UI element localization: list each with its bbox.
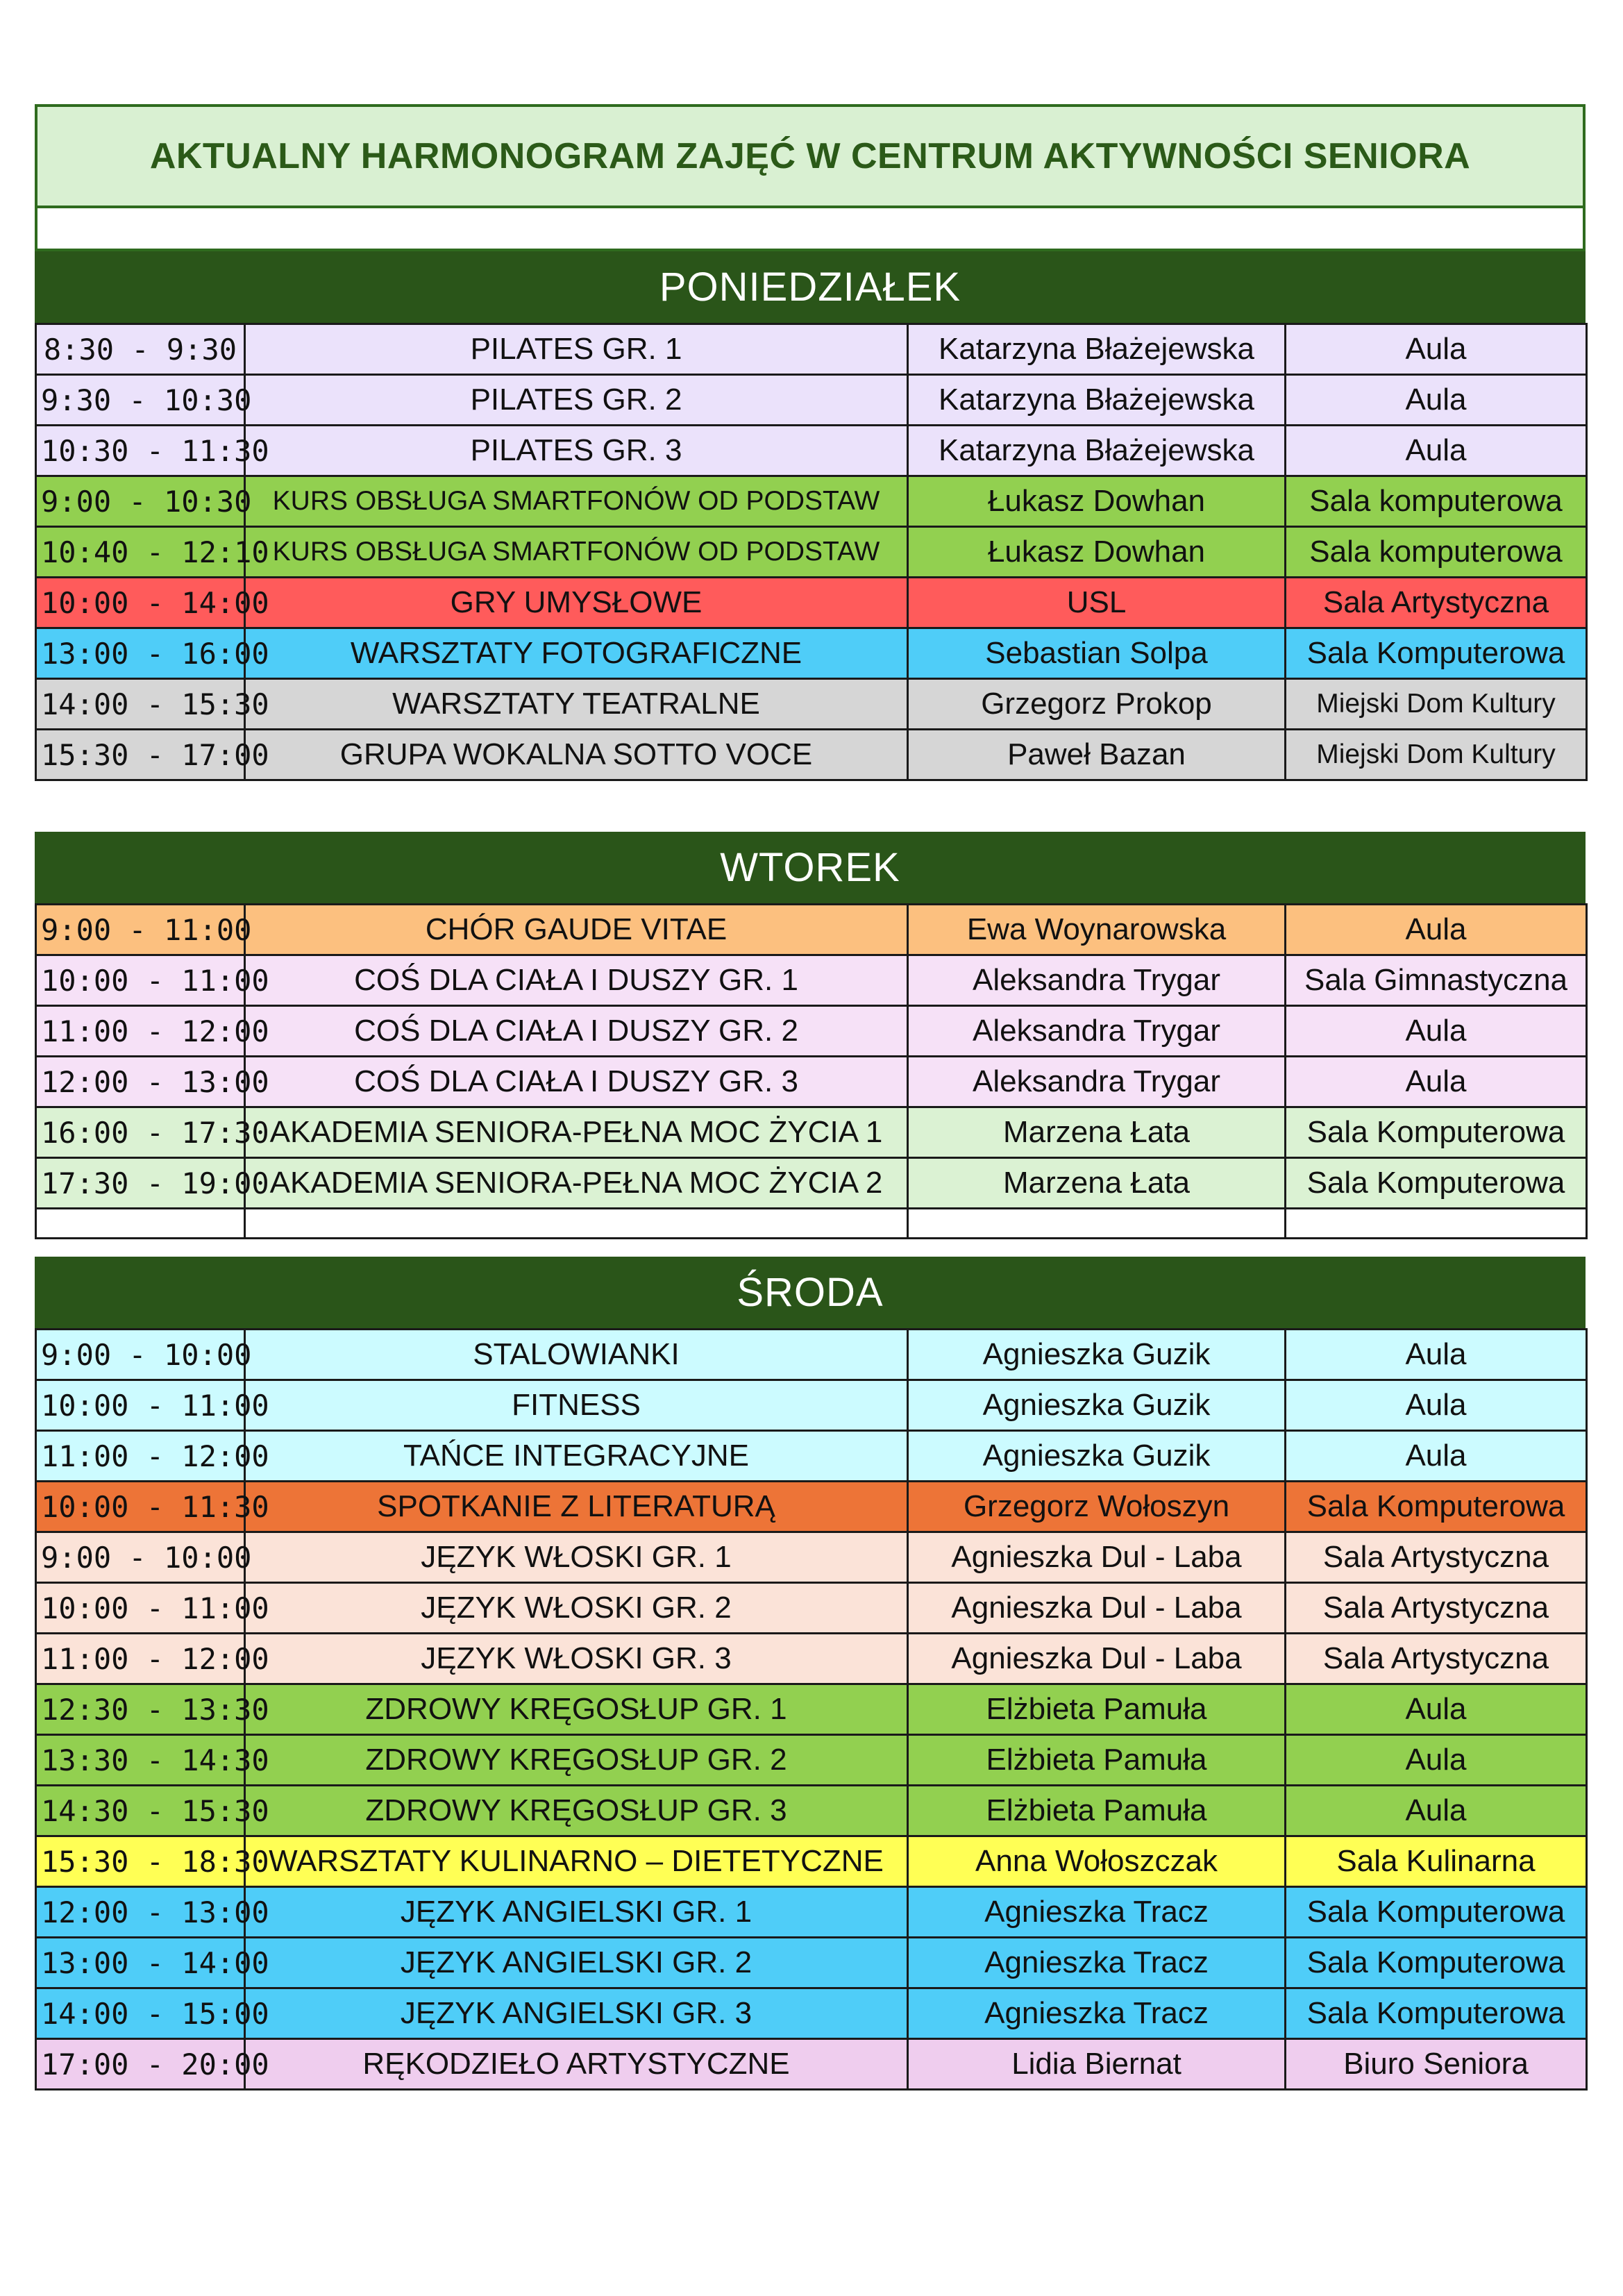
table-row (36, 426, 1587, 476)
room-cell: Sala Artystyczna (1286, 578, 1587, 628)
room-cell: Sala Artystyczna (1286, 1634, 1587, 1684)
blank-cell (36, 1209, 245, 1239)
activity-cell: STALOWIANKI (245, 1330, 908, 1380)
table-row (36, 1482, 1587, 1532)
activity-cell: ZDROWY KRĘGOSŁUP GR. 1 (245, 1684, 908, 1735)
activity-cell: KURS OBSŁUGA SMARTFONÓW OD PODSTAW (245, 476, 908, 527)
table-row (36, 1006, 1587, 1057)
day-section-tuesday (35, 832, 1586, 1239)
time-cell: 13:30 - 14:30 (36, 1735, 245, 1786)
instructor-cell: Katarzyna Błażejewska (908, 375, 1286, 426)
day-header-monday: PONIEDZIAŁEK (35, 251, 1586, 323)
schedule-table-wednesday (35, 1328, 1588, 2090)
instructor-cell: Grzegorz Wołoszyn (908, 1482, 1286, 1532)
time-cell: 9:30 - 10:30 (36, 375, 245, 426)
activity-cell: JĘZYK WŁOSKI GR. 1 (245, 1532, 908, 1583)
instructor-cell: Agnieszka Tracz (908, 1988, 1286, 2039)
instructor-cell: Agnieszka Dul - Laba (908, 1583, 1286, 1634)
instructor-cell: Katarzyna Błażejewska (908, 426, 1286, 476)
room-cell: Sala Komputerowa (1286, 628, 1587, 679)
table-row (36, 375, 1587, 426)
instructor-cell: Anna Wołoszczak (908, 1836, 1286, 1887)
table-row (36, 476, 1587, 527)
time-cell: 17:00 - 20:00 (36, 2039, 245, 2090)
day-header-tuesday: WTOREK (35, 832, 1586, 903)
activity-cell: JĘZYK WŁOSKI GR. 2 (245, 1583, 908, 1634)
table-row (36, 1887, 1587, 1938)
time-cell: 16:00 - 17:30 (36, 1107, 245, 1158)
instructor-cell: Elżbieta Pamuła (908, 1735, 1286, 1786)
activity-cell: SPOTKANIE Z LITERATURĄ (245, 1482, 908, 1532)
activity-cell: ZDROWY KRĘGOSŁUP GR. 3 (245, 1786, 908, 1836)
activity-cell: PILATES GR. 1 (245, 324, 908, 375)
room-cell: Sala komputerowa (1286, 527, 1587, 578)
time-cell: 10:00 - 14:00 (36, 578, 245, 628)
instructor-cell: Sebastian Solpa (908, 628, 1286, 679)
activity-cell: WARSZTATY TEATRALNE (245, 679, 908, 730)
instructor-cell: Elżbieta Pamuła (908, 1684, 1286, 1735)
time-cell: 14:30 - 15:30 (36, 1786, 245, 1836)
table-row (36, 1057, 1587, 1107)
room-cell: Aula (1286, 1057, 1587, 1107)
room-cell: Aula (1286, 324, 1587, 375)
blank-cell (245, 1209, 908, 1239)
time-cell: 15:30 - 17:00 (36, 730, 245, 780)
instructor-cell: Agnieszka Dul - Laba (908, 1532, 1286, 1583)
table-row (36, 1735, 1587, 1786)
room-cell: Aula (1286, 1330, 1587, 1380)
activity-cell: RĘKODZIEŁO ARTYSTYCZNE (245, 2039, 908, 2090)
blank-cell (1286, 1209, 1587, 1239)
time-cell: 8:30 - 9:30 (36, 324, 245, 375)
table-row (36, 1836, 1587, 1887)
time-cell: 10:40 - 12:10 (36, 527, 245, 578)
room-cell: Sala Komputerowa (1286, 1938, 1587, 1988)
time-cell: 14:00 - 15:00 (36, 1988, 245, 2039)
room-cell: Aula (1286, 1431, 1587, 1482)
time-cell: 9:00 - 10:30 (36, 476, 245, 527)
schedule-table-monday (35, 323, 1588, 781)
instructor-cell: Marzena Łata (908, 1158, 1286, 1209)
table-row (36, 679, 1587, 730)
room-cell: Aula (1286, 426, 1587, 476)
time-cell: 11:00 - 12:00 (36, 1006, 245, 1057)
table-row (36, 1938, 1587, 1988)
activity-cell: AKADEMIA SENIORA-PEŁNA MOC ŻYCIA 2 (245, 1158, 908, 1209)
instructor-cell: Aleksandra Trygar (908, 955, 1286, 1006)
activity-cell: JĘZYK ANGIELSKI GR. 2 (245, 1938, 908, 1988)
room-cell: Sala Gimnastyczna (1286, 955, 1587, 1006)
instructor-cell: Łukasz Dowhan (908, 527, 1286, 578)
room-cell: Biuro Seniora (1286, 2039, 1587, 2090)
activity-cell: PILATES GR. 2 (245, 375, 908, 426)
table-row (36, 578, 1587, 628)
table-row (36, 1107, 1587, 1158)
activity-cell: FITNESS (245, 1380, 908, 1431)
time-cell: 13:00 - 16:00 (36, 628, 245, 679)
activity-cell: GRY UMYSŁOWE (245, 578, 908, 628)
time-cell: 10:00 - 11:30 (36, 1482, 245, 1532)
activity-cell: CHÓR GAUDE VITAE (245, 905, 908, 955)
instructor-cell: Marzena Łata (908, 1107, 1286, 1158)
instructor-cell: Agnieszka Dul - Laba (908, 1634, 1286, 1684)
table-row (36, 527, 1587, 578)
activity-cell: ZDROWY KRĘGOSŁUP GR. 2 (245, 1735, 908, 1786)
time-cell: 13:00 - 14:00 (36, 1938, 245, 1988)
time-cell: 12:30 - 13:30 (36, 1684, 245, 1735)
blank-cell (908, 1209, 1286, 1239)
activity-cell: COŚ DLA CIAŁA I DUSZY GR. 3 (245, 1057, 908, 1107)
room-cell: Aula (1286, 1006, 1587, 1057)
activity-cell: KURS OBSŁUGA SMARTFONÓW OD PODSTAW (245, 527, 908, 578)
room-cell: Sala Komputerowa (1286, 1158, 1587, 1209)
activity-cell: JĘZYK WŁOSKI GR. 3 (245, 1634, 908, 1684)
room-cell: Aula (1286, 1786, 1587, 1836)
room-cell: Aula (1286, 1684, 1587, 1735)
time-cell: 11:00 - 12:00 (36, 1431, 245, 1482)
table-row (36, 1634, 1587, 1684)
table-row (36, 955, 1587, 1006)
table-row (36, 1988, 1587, 2039)
table-row (36, 1330, 1587, 1380)
time-cell: 14:00 - 15:30 (36, 679, 245, 730)
page-title: AKTUALNY HARMONOGRAM ZAJĘĆ W CENTRUM AKTYWNOŚCI SENIORA (35, 104, 1586, 208)
activity-cell: JĘZYK ANGIELSKI GR. 1 (245, 1887, 908, 1938)
table-row (36, 1380, 1587, 1431)
room-cell: Sala Komputerowa (1286, 1482, 1587, 1532)
room-cell: Sala Komputerowa (1286, 1988, 1587, 2039)
room-cell: Sala Komputerowa (1286, 1107, 1587, 1158)
activity-cell: AKADEMIA SENIORA-PEŁNA MOC ŻYCIA 1 (245, 1107, 908, 1158)
instructor-cell: Aleksandra Trygar (908, 1006, 1286, 1057)
table-row (36, 1532, 1587, 1583)
activity-cell: JĘZYK ANGIELSKI GR. 3 (245, 1988, 908, 2039)
time-cell: 9:00 - 10:00 (36, 1532, 245, 1583)
time-cell: 12:00 - 13:00 (36, 1057, 245, 1107)
day-section-wednesday (35, 1257, 1586, 2090)
time-cell: 10:00 - 11:00 (36, 1583, 245, 1634)
instructor-cell: Elżbieta Pamuła (908, 1786, 1286, 1836)
time-cell: 11:00 - 12:00 (36, 1634, 245, 1684)
table-row (36, 1158, 1587, 1209)
activity-cell: WARSZTATY FOTOGRAFICZNE (245, 628, 908, 679)
activity-cell: GRUPA WOKALNA SOTTO VOCE (245, 730, 908, 780)
table-row (36, 628, 1587, 679)
instructor-cell: Agnieszka Tracz (908, 1938, 1286, 1988)
time-cell: 17:30 - 19:00 (36, 1158, 245, 1209)
day-section-monday (35, 251, 1586, 781)
instructor-cell: Aleksandra Trygar (908, 1057, 1286, 1107)
table-row (36, 1684, 1587, 1735)
room-cell: Aula (1286, 1735, 1587, 1786)
instructor-cell: USL (908, 578, 1286, 628)
title-spacer (35, 208, 1586, 251)
instructor-cell: Ewa Woynarowska (908, 905, 1286, 955)
room-cell: Aula (1286, 1380, 1587, 1431)
table-row (36, 730, 1587, 780)
table-row (36, 1431, 1587, 1482)
instructor-cell: Agnieszka Tracz (908, 1887, 1286, 1938)
instructor-cell: Katarzyna Błażejewska (908, 324, 1286, 375)
schedule-table-tuesday (35, 903, 1588, 1239)
activity-cell: TAŃCE INTEGRACYJNE (245, 1431, 908, 1482)
time-cell: 12:00 - 13:00 (36, 1887, 245, 1938)
time-cell: 15:30 - 18:30 (36, 1836, 245, 1887)
table-row (36, 905, 1587, 955)
room-cell: Sala komputerowa (1286, 476, 1587, 527)
activity-cell: WARSZTATY KULINARNO – DIETETYCZNE (245, 1836, 908, 1887)
instructor-cell: Łukasz Dowhan (908, 476, 1286, 527)
room-cell: Sala Artystyczna (1286, 1583, 1587, 1634)
table-row (36, 2039, 1587, 2090)
instructor-cell: Lidia Biernat (908, 2039, 1286, 2090)
activity-cell: PILATES GR. 3 (245, 426, 908, 476)
blank-row (36, 1209, 1587, 1239)
table-row (36, 1786, 1587, 1836)
time-cell: 10:30 - 11:30 (36, 426, 245, 476)
instructor-cell: Paweł Bazan (908, 730, 1286, 780)
room-cell: Sala Artystyczna (1286, 1532, 1587, 1583)
instructor-cell: Grzegorz Prokop (908, 679, 1286, 730)
time-cell: 10:00 - 11:00 (36, 1380, 245, 1431)
table-row (36, 1583, 1587, 1634)
activity-cell: COŚ DLA CIAŁA I DUSZY GR. 2 (245, 1006, 908, 1057)
day-header-wednesday: ŚRODA (35, 1257, 1586, 1328)
room-cell: Sala Komputerowa (1286, 1887, 1587, 1938)
instructor-cell: Agnieszka Guzik (908, 1380, 1286, 1431)
room-cell: Miejski Dom Kultury (1286, 730, 1587, 780)
time-cell: 9:00 - 11:00 (36, 905, 245, 955)
room-cell: Aula (1286, 905, 1587, 955)
time-cell: 9:00 - 10:00 (36, 1330, 245, 1380)
instructor-cell: Agnieszka Guzik (908, 1330, 1286, 1380)
table-row (36, 324, 1587, 375)
instructor-cell: Agnieszka Guzik (908, 1431, 1286, 1482)
room-cell: Miejski Dom Kultury (1286, 679, 1587, 730)
room-cell: Sala Kulinarna (1286, 1836, 1587, 1887)
time-cell: 10:00 - 11:00 (36, 955, 245, 1006)
room-cell: Aula (1286, 375, 1587, 426)
activity-cell: COŚ DLA CIAŁA I DUSZY GR. 1 (245, 955, 908, 1006)
